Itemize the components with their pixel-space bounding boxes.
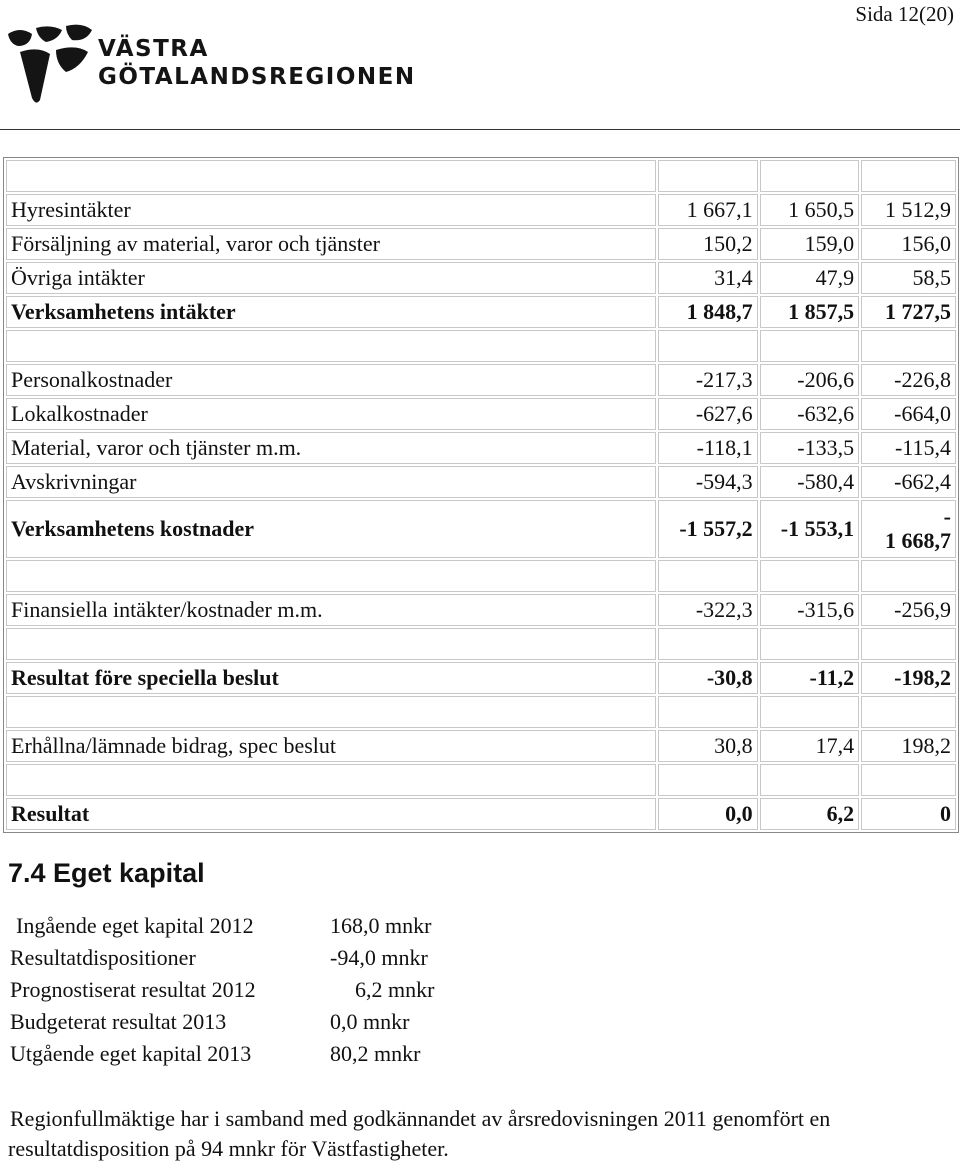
row-value-col3: -662,4 (861, 466, 956, 498)
row-label: Verksamhetens kostnader (6, 500, 656, 558)
table-row (6, 432, 956, 464)
table-row (6, 500, 956, 558)
row-value-col2: 17,4 (760, 730, 859, 762)
row-label: Försäljning av material, varor och tjänster (6, 228, 656, 260)
row-value-col3: 1 727,5 (861, 296, 956, 328)
row-value-col2: -315,6 (760, 594, 859, 626)
row-value-col1: 0,0 (658, 798, 757, 830)
row-value-col2 (760, 560, 859, 592)
row-value-col3: 0 (861, 798, 956, 830)
equity-label: Prognostiserat resultat 2012 (10, 977, 256, 1002)
page-number: Sida 12(20) (855, 2, 954, 26)
row-value-col3: -226,8 (861, 364, 956, 396)
row-value-col3 (861, 764, 956, 796)
row-value-col2: -580,4 (760, 466, 859, 498)
row-value-col2: -632,6 (760, 398, 859, 430)
table-row (6, 398, 956, 430)
row-value-col2 (760, 628, 859, 660)
table-spacer-row (6, 330, 956, 362)
logo-text-line2: GÖTALANDSREGIONEN (98, 64, 416, 90)
equity-label: Ingående eget kapital 2012 (16, 913, 254, 938)
table-spacer-row (6, 160, 956, 192)
row-label: Personalkostnader (6, 364, 656, 396)
row-value-col1: 1 667,1 (658, 194, 757, 226)
row-value-col2 (760, 696, 859, 728)
table-row (6, 662, 956, 694)
row-label: Resultat före speciella beslut (6, 662, 656, 694)
row-value-col3 (861, 628, 956, 660)
table-spacer-row (6, 696, 956, 728)
row-label: Övriga intäkter (6, 262, 656, 294)
row-label (6, 330, 656, 362)
row-value-col2: 6,2 (760, 798, 859, 830)
row-value-col1: -118,1 (658, 432, 757, 464)
row-label (6, 560, 656, 592)
row-value-col2: -133,5 (760, 432, 859, 464)
row-label (6, 696, 656, 728)
equity-value: 0,0 mnkr (330, 1009, 410, 1034)
row-value-col1 (658, 696, 757, 728)
vgr-logo (6, 24, 416, 106)
equity-value: -94,0 mnkr (330, 945, 428, 970)
row-label: Resultat (6, 798, 656, 830)
row-label: Hyresintäkter (6, 194, 656, 226)
row-value-col1: -594,3 (658, 466, 757, 498)
row-value-col1: -1 557,2 (658, 500, 757, 558)
row-value-col2: -206,6 (760, 364, 859, 396)
row-value-col2 (760, 160, 859, 192)
vgr-emblem-icon (6, 24, 92, 106)
table-spacer-row (6, 628, 956, 660)
row-label (6, 160, 656, 192)
row-value-col3: -256,9 (861, 594, 956, 626)
row-value-col1 (658, 160, 757, 192)
table-row (6, 194, 956, 226)
equity-value: 80,2 mnkr (330, 1041, 421, 1066)
row-value-col3 (861, 696, 956, 728)
row-label (6, 628, 656, 660)
row-value-col3 (861, 160, 956, 192)
row-value-col1 (658, 764, 757, 796)
row-value-col3 (861, 330, 956, 362)
row-value-col2: -1 553,1 (760, 500, 859, 558)
row-value-col3: -664,0 (861, 398, 956, 430)
row-value-col2: -11,2 (760, 662, 859, 694)
row-value-col3: 58,5 (861, 262, 956, 294)
row-value-col1: 1 848,7 (658, 296, 757, 328)
row-value-col2 (760, 764, 859, 796)
row-value-col1: -30,8 (658, 662, 757, 694)
table-spacer-row (6, 764, 956, 796)
row-label: Material, varor och tjänster m.m. (6, 432, 656, 464)
row-value-col3 (861, 560, 956, 592)
row-value-col2: 159,0 (760, 228, 859, 260)
row-label: Lokalkostnader (6, 398, 656, 430)
table-row (6, 730, 956, 762)
row-value-col1: -322,3 (658, 594, 757, 626)
row-value-col2: 47,9 (760, 262, 859, 294)
value-part-number: 1 668,7 (885, 528, 951, 553)
table-row (6, 798, 956, 830)
equity-label: Resultatdispositioner (10, 945, 196, 970)
row-value-col1 (658, 560, 757, 592)
row-value-col3: -198,2 (861, 662, 956, 694)
equity-label: Budgeterat resultat 2013 (10, 1009, 227, 1034)
table-row (6, 594, 956, 626)
row-value-col1: -627,6 (658, 398, 757, 430)
row-value-col3: 198,2 (861, 730, 956, 762)
income-statement-table (3, 157, 959, 833)
row-label: Finansiella intäkter/kostnader m.m. (6, 594, 656, 626)
row-value-col3: 156,0 (861, 228, 956, 260)
row-value-col1: 150,2 (658, 228, 757, 260)
row-value-col1: 31,4 (658, 262, 757, 294)
value-part-sign: - (943, 504, 951, 529)
table-row (6, 466, 956, 498)
table-row (6, 262, 956, 294)
table-row (6, 296, 956, 328)
row-value-col1: -217,3 (658, 364, 757, 396)
row-value-col3: 1 512,9 (861, 194, 956, 226)
row-value-col1 (658, 628, 757, 660)
row-label: Erhållna/lämnade bidrag, spec beslut (6, 730, 656, 762)
row-label (6, 764, 656, 796)
table-spacer-row (6, 560, 956, 592)
table-row (6, 364, 956, 396)
row-value-col2: 1 650,5 (760, 194, 859, 226)
equity-value: 168,0 mnkr (330, 913, 432, 938)
header-divider (0, 129, 960, 130)
row-value-col2 (760, 330, 859, 362)
equity-value: 6,2 mnkr (355, 977, 435, 1002)
row-value-col1 (658, 330, 757, 362)
row-value-col3: -115,4 (861, 432, 956, 464)
section-heading: 7.4 Eget kapital (8, 858, 205, 888)
row-label: Avskrivningar (6, 466, 656, 498)
logo-text-line1: VÄSTRA (98, 36, 209, 62)
row-value-col2: 1 857,5 (760, 296, 859, 328)
body-paragraph: Regionfullmäktige har i samband med godkännandet av årsredovisningen 2011 genomfört en resultatdisposition på 94 mnkr för Västfastigheter. (8, 1106, 831, 1161)
row-value-col1: 30,8 (658, 730, 757, 762)
row-value-col3 (861, 500, 956, 558)
table-row (6, 228, 956, 260)
row-label: Verksamhetens intäkter (6, 296, 656, 328)
equity-label: Utgående eget kapital 2013 (10, 1041, 252, 1066)
